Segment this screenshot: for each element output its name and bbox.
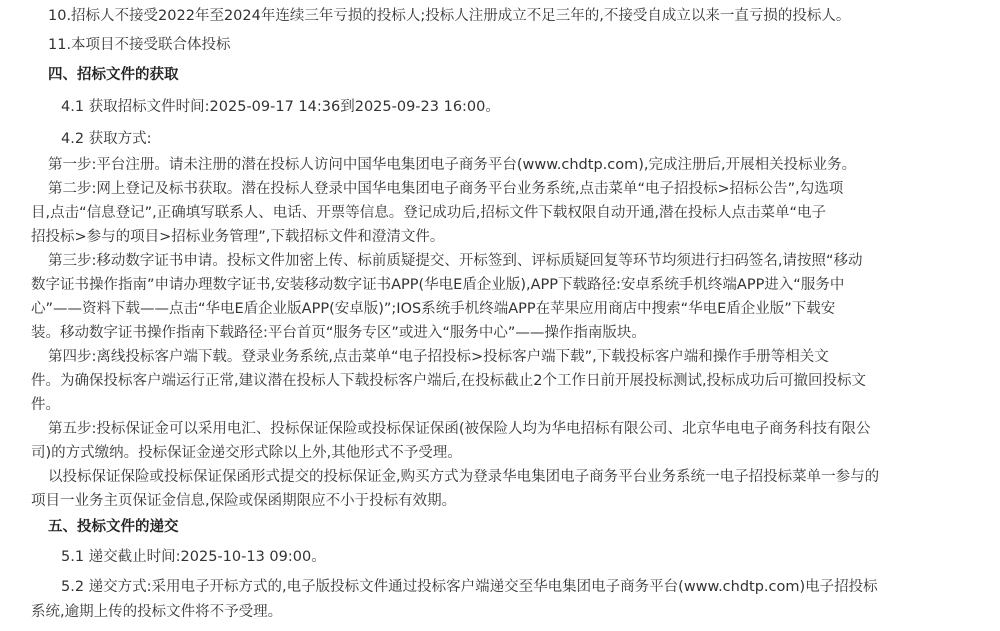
step-4-line-1: 第四步:离线投标客户端下载。登录业务系统,点击菜单“电子招投标>投标客户端下载”,下载投标客户端和操作手册等相关文 bbox=[48, 349, 829, 365]
step-5-line-2: 司)的方式缴纳。投标保证金递交形式除以上外,其他形式不予受理。 bbox=[31, 445, 462, 461]
step-1: 第一步:平台注册。请未注册的潜在投标人访问中国华电集团电子商务平台(www.chdtp.com),完成注册后,开展相关投标业务。 bbox=[48, 157, 857, 173]
deposit-note-line-1: 以投标保证保险或投标保证保函形式提交的投标保证金,购买方式为登录华电集团电子商务平台业务系统一电子招投标菜单一参与的 bbox=[48, 469, 880, 485]
clause-10: 10.招标人不接受2022年至2024年连续三年亏损的投标人;投标人注册成立不足三年的,不接受自成立以来一直亏损的投标人。 bbox=[48, 8, 851, 24]
clause-4-2: 4.2 获取方式: bbox=[61, 131, 152, 147]
clause-5-1: 5.1 递交截止时间:2025-10-13 09:00。 bbox=[61, 549, 326, 565]
step-5-line-1: 第五步:投标保证金可以采用电汇、投标保证保险或投标保证保函(被保险人均为华电招标有限公司、北京华电电子商务科技有限公 bbox=[48, 421, 871, 437]
step-2-line-2: 目,点击“信息登记”,正确填写联系人、电话、开票等信息。登记成功后,招标文件下载权限自动开通,潜在投标人点击菜单“电子 bbox=[31, 205, 826, 221]
step-3-line-1: 第三步:移动数字证书申请。投标文件加密上传、标前质疑提交、开标签到、评标质疑回复等环节均须进行扫码签名,请按照“移动 bbox=[48, 253, 863, 269]
deposit-note-line-2: 项目一业务主页保证金信息,保险或保函期限应不小于投标有效期。 bbox=[31, 493, 457, 509]
clause-5-2-line-2: 系统,逾期上传的投标文件将不予受理。 bbox=[31, 604, 283, 620]
section-heading-4: 四、招标文件的获取 bbox=[48, 67, 179, 83]
step-4-line-2: 件。为确保投标客户端运行正常,建议潜在投标人下载投标客户端后,在投标截止2个工作日前开展投标测试,投标成功后可撤回投标文 bbox=[31, 373, 867, 389]
step-3-line-4: 装。移动数字证书操作指南下载路径:平台首页“服务专区”或进入“服务中心”——操作指南版块。 bbox=[31, 325, 646, 341]
clause-5-2-line-1: 5.2 递交方式:采用电子开标方式的,电子版投标文件通过投标客户端递交至华电集团电子商务平台(www.chdtp.com)电子招投标 bbox=[61, 579, 878, 595]
step-3-line-2: 数字证书操作指南”申请办理数字证书,安装移动数字证书APP(华电E盾企业版),APP下载路径:安卓系统手机终端APP进入“服务中 bbox=[31, 277, 845, 293]
step-2-line-1: 第二步:网上登记及标书获取。潜在投标人登录中国华电集团电子商务平台业务系统,点击菜单“电子招投标>招标公告”,勾选项 bbox=[48, 181, 844, 197]
step-2-line-3: 招投标>参与的项目>招标业务管理”,下载招标文件和澄清文件。 bbox=[31, 229, 445, 245]
clause-4-1: 4.1 获取招标文件时间:2025-09-17 14:36到2025-09-23 16:00。 bbox=[61, 99, 500, 115]
section-heading-5: 五、投标文件的递交 bbox=[48, 519, 179, 535]
clause-11: 11.本项目不接受联合体投标 bbox=[48, 37, 231, 53]
step-3-line-3: 心”——资料下载——点击“华电E盾企业版APP(安卓版)”;IOS系统手机终端APP在苹果应用商店中搜索“华电E盾企业版”下载安 bbox=[31, 301, 836, 317]
step-4-line-3: 件。 bbox=[31, 397, 60, 413]
